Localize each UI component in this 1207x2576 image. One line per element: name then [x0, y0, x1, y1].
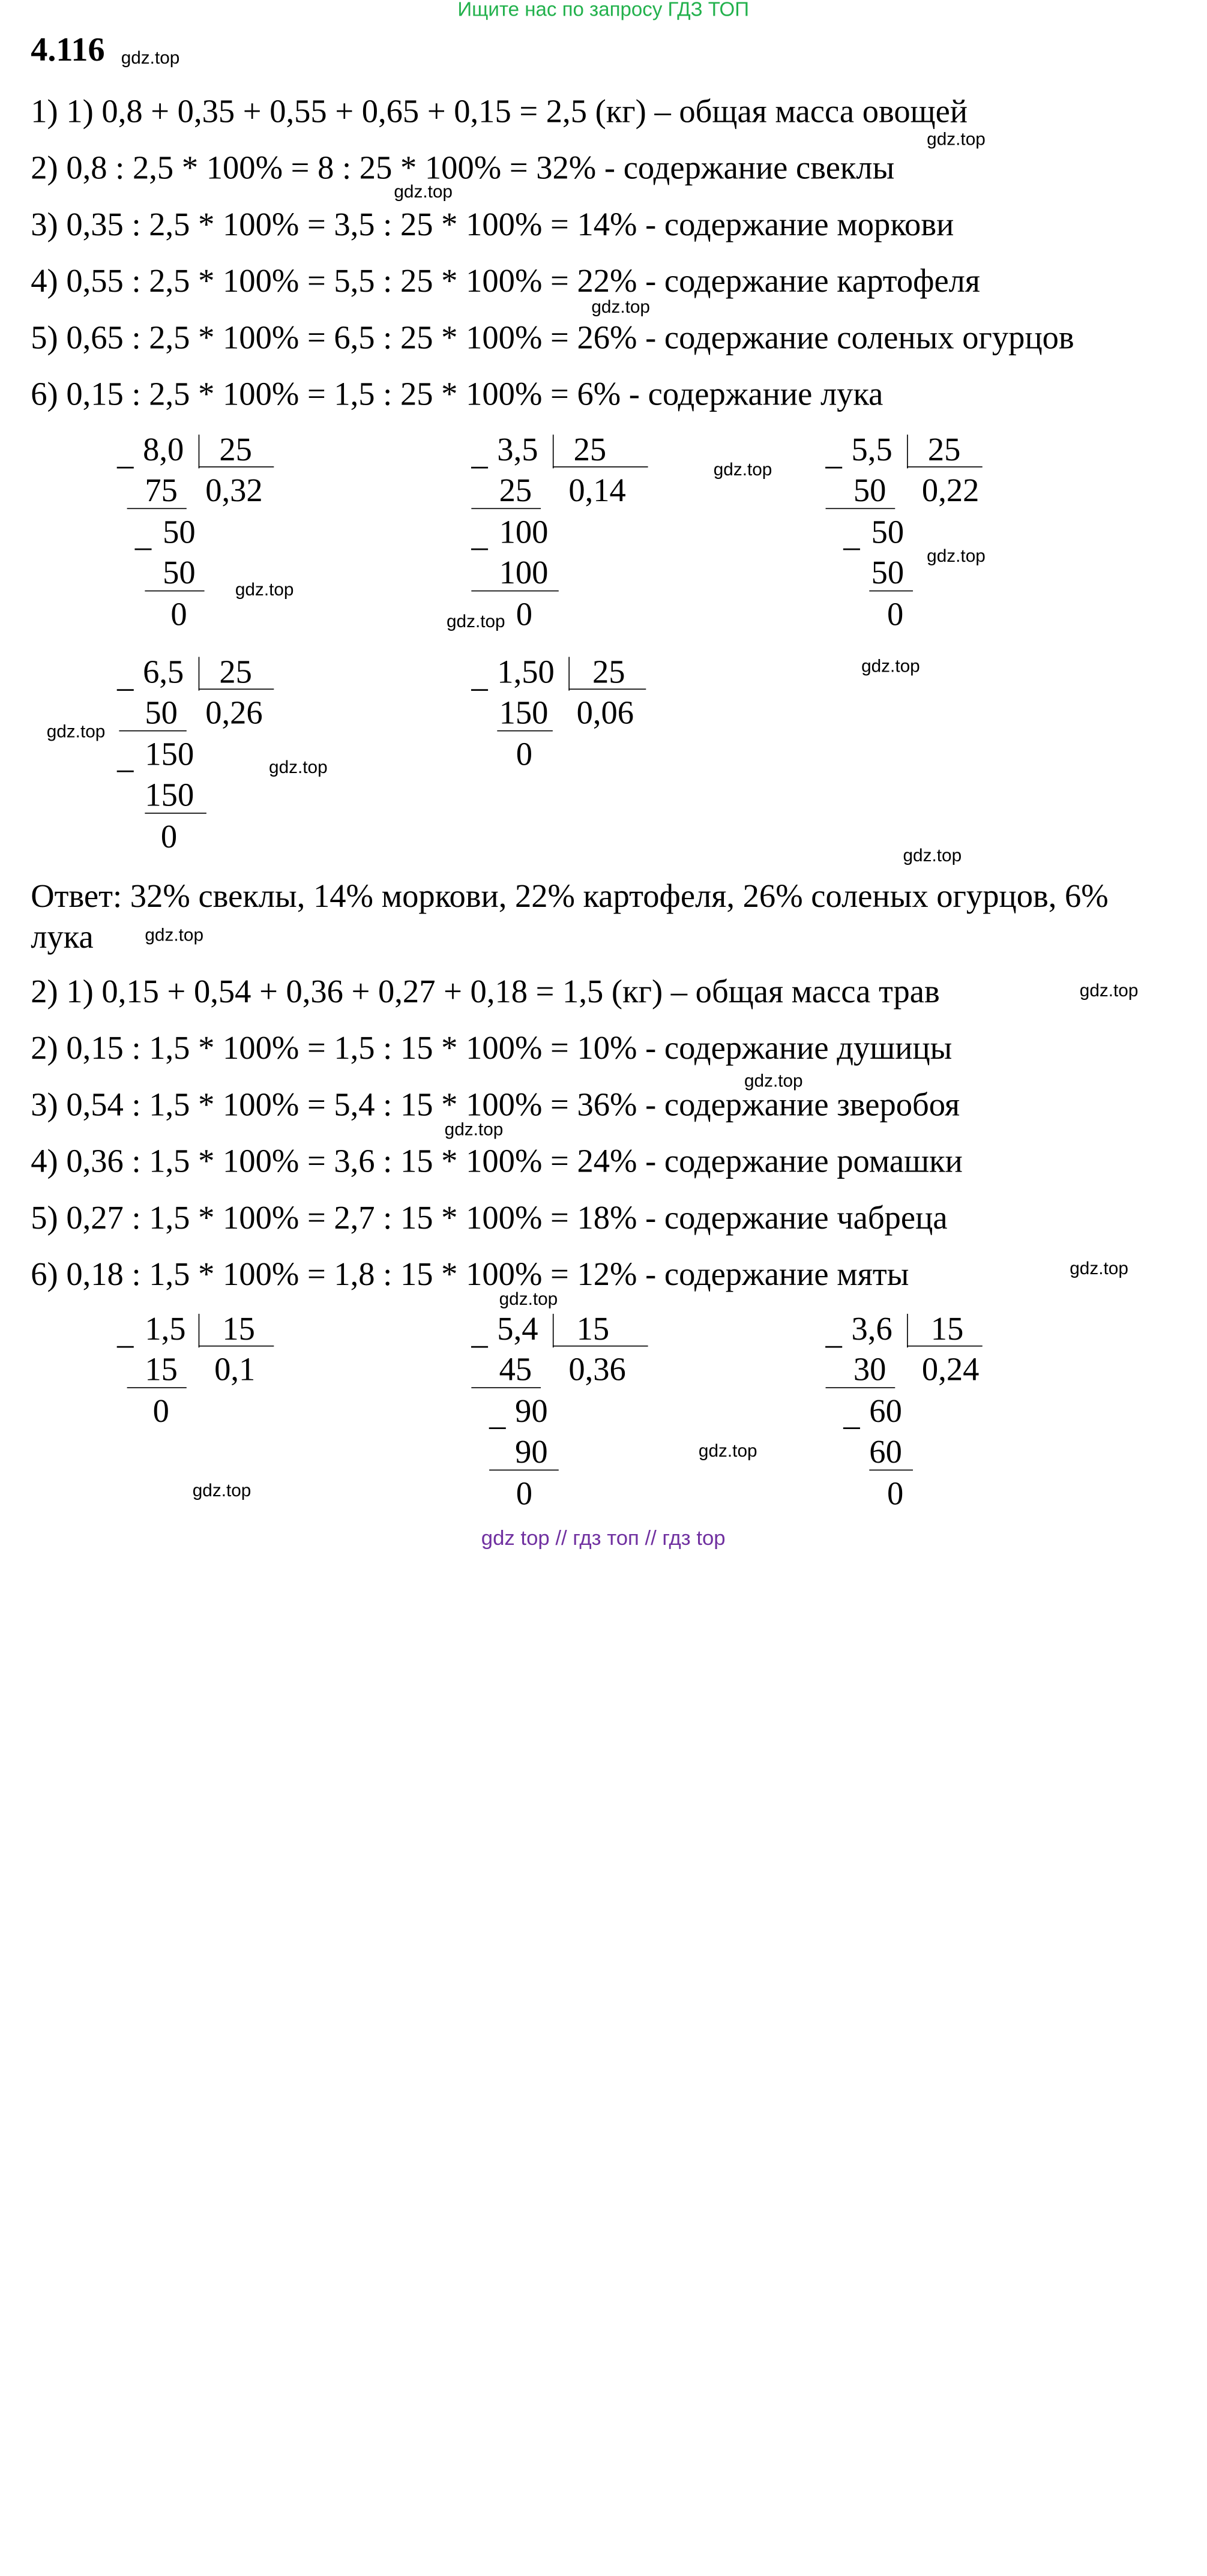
divisor: 15	[576, 1311, 610, 1348]
step-value: 50	[871, 515, 904, 551]
step-value: 50	[145, 695, 178, 732]
watermark: gdz.top	[145, 924, 204, 945]
long-division	[825, 1311, 1084, 1542]
watermark: gdz.top	[46, 721, 106, 742]
step-value: 100	[499, 515, 549, 551]
watermark: gdz.top	[927, 546, 986, 566]
quotient: 0,24	[921, 1352, 980, 1388]
watermark: gdz.top	[713, 459, 772, 480]
minus-sign: _	[471, 518, 488, 554]
quotient: 0,36	[568, 1352, 626, 1388]
solution-line: 3) 0,35 : 2,5 * 100% = 3,5 : 25 * 100% = 14% - содержание моркови	[31, 207, 954, 244]
step-value: 50	[163, 515, 196, 551]
watermark: gdz.top	[744, 1070, 803, 1091]
watermark: gdz.top	[903, 845, 962, 865]
step-value: 150	[145, 737, 194, 773]
divisor: 25	[219, 655, 252, 691]
remainder: 0	[887, 597, 904, 633]
dividend: 8,0	[143, 432, 184, 469]
solution-line: 6) 0,18 : 1,5 * 100% = 1,8 : 15 * 100% = 12% - содержание мяты	[31, 1257, 909, 1293]
remainder: 0	[887, 1476, 904, 1512]
long-division	[471, 657, 729, 885]
watermark: gdz.top	[927, 128, 986, 149]
minus-sign: _	[471, 1316, 488, 1352]
footer-banner: gdz top // гдз топ // гдз top	[481, 1527, 726, 1550]
quotient: 0,14	[568, 473, 626, 510]
long-division	[471, 432, 729, 663]
long-division	[471, 1311, 729, 1542]
step-value: 25	[499, 473, 532, 510]
remainder: 0	[516, 1476, 532, 1512]
dividend: 1,5	[145, 1311, 186, 1348]
watermark: gdz.top	[444, 1119, 504, 1139]
quotient: 0,32	[205, 473, 263, 510]
minus-sign: _	[843, 518, 860, 554]
watermark: gdz.top	[698, 1440, 757, 1461]
long-division	[117, 432, 375, 663]
step-value: 15	[145, 1352, 178, 1388]
dividend: 5,5	[851, 432, 892, 469]
solution-line: 4) 0,55 : 2,5 * 100% = 5,5 : 25 * 100% = 22% - содержание картофеля	[31, 263, 980, 300]
step-value: 90	[515, 1434, 548, 1471]
answer-line: Ответ: 32% свеклы, 14% моркови, 22% картофеля, 26% соленых огурцов, 6%	[31, 879, 1109, 915]
step-value: 50	[163, 555, 196, 592]
answer-line: лука	[31, 919, 94, 956]
remainder: 0	[516, 597, 532, 633]
solution-line: 5) 0,27 : 1,5 * 100% = 2,7 : 15 * 100% = 18% - содержание чабреца	[31, 1200, 948, 1237]
minus-sign: _	[117, 436, 134, 472]
minus-sign: _	[489, 1397, 506, 1433]
watermark: gdz.top	[499, 1289, 558, 1309]
task-number: 4.116	[31, 31, 105, 69]
minus-sign: _	[843, 1397, 860, 1433]
dividend: 3,5	[497, 432, 538, 469]
remainder: 0	[516, 737, 532, 773]
solution-line: 6) 0,15 : 2,5 * 100% = 1,5 : 25 * 100% = 6% - содержание лука	[31, 377, 883, 413]
solution-line: 1) 1) 0,8 + 0,35 + 0,55 + 0,65 + 0,15 = 2,5 (кг) – общая масса овощей	[31, 94, 968, 130]
solution-line: 2) 1) 0,15 + 0,54 + 0,36 + 0,27 + 0,18 = 1,5 (кг) – общая масса трав	[31, 974, 940, 1011]
step-value: 150	[499, 695, 549, 732]
watermark: gdz.top	[394, 181, 453, 202]
remainder: 0	[152, 1394, 169, 1430]
watermark: gdz.top	[446, 611, 505, 631]
dividend: 1,50	[497, 655, 555, 691]
watermark: gdz.top	[1070, 1258, 1128, 1278]
divisor: 25	[219, 432, 252, 469]
quotient: 0,26	[205, 695, 263, 732]
watermark: gdz.top	[1079, 980, 1139, 1001]
divisor: 25	[573, 432, 607, 469]
step-value: 45	[499, 1352, 532, 1388]
dividend: 3,6	[851, 1311, 892, 1348]
minus-sign: _	[117, 1316, 134, 1352]
watermark: gdz.top	[121, 47, 180, 68]
remainder: 0	[170, 597, 187, 633]
answer-text	[31, 877, 1109, 959]
divisor: 25	[592, 655, 625, 691]
long-division	[117, 1311, 375, 1542]
step-value: 60	[869, 1434, 902, 1471]
watermark: gdz.top	[861, 655, 920, 676]
dividend: 6,5	[143, 655, 184, 691]
step-value: 150	[145, 778, 194, 814]
solution-line: 2) 0,8 : 2,5 * 100% = 8 : 25 * 100% = 32% - содержание свеклы	[31, 151, 895, 187]
watermark: gdz.top	[591, 296, 650, 317]
search-hint-banner: Ищите нас по запросу ГДЗ ТОП	[457, 0, 749, 21]
divisor: 15	[930, 1311, 964, 1348]
long-division	[117, 657, 375, 885]
solution-line: 3) 0,54 : 1,5 * 100% = 5,4 : 15 * 100% = 36% - содержание зверобоя	[31, 1088, 960, 1124]
watermark: gdz.top	[192, 1480, 251, 1500]
minus-sign: _	[471, 436, 488, 472]
watermark: gdz.top	[269, 757, 328, 777]
divisor: 15	[222, 1311, 255, 1348]
minus-sign: _	[825, 436, 842, 472]
dividend: 5,4	[497, 1311, 538, 1348]
solution-line: 4) 0,36 : 1,5 * 100% = 3,6 : 15 * 100% = 24% - содержание ромашки	[31, 1144, 963, 1180]
quotient: 0,22	[921, 473, 980, 510]
step-value: 50	[853, 473, 886, 510]
divisor: 25	[927, 432, 961, 469]
minus-sign: _	[471, 658, 488, 695]
minus-sign: _	[134, 518, 152, 554]
minus-sign: _	[117, 658, 134, 695]
minus-sign: _	[117, 740, 134, 776]
solution-line: 2) 0,15 : 1,5 * 100% = 1,5 : 15 * 100% = 10% - содержание душицы	[31, 1031, 953, 1067]
watermark: gdz.top	[235, 579, 294, 600]
quotient: 0,1	[214, 1352, 256, 1388]
minus-sign: _	[825, 1316, 842, 1352]
step-value: 75	[145, 473, 178, 510]
step-value: 30	[853, 1352, 886, 1388]
remainder: 0	[160, 819, 178, 856]
solution-line: 5) 0,65 : 2,5 * 100% = 6,5 : 25 * 100% = 26% - содержание соленых огурцов	[31, 320, 1074, 357]
step-value: 90	[515, 1394, 548, 1430]
quotient: 0,06	[576, 695, 634, 732]
step-value: 100	[499, 555, 549, 592]
step-value: 50	[871, 555, 904, 592]
step-value: 60	[869, 1394, 902, 1430]
